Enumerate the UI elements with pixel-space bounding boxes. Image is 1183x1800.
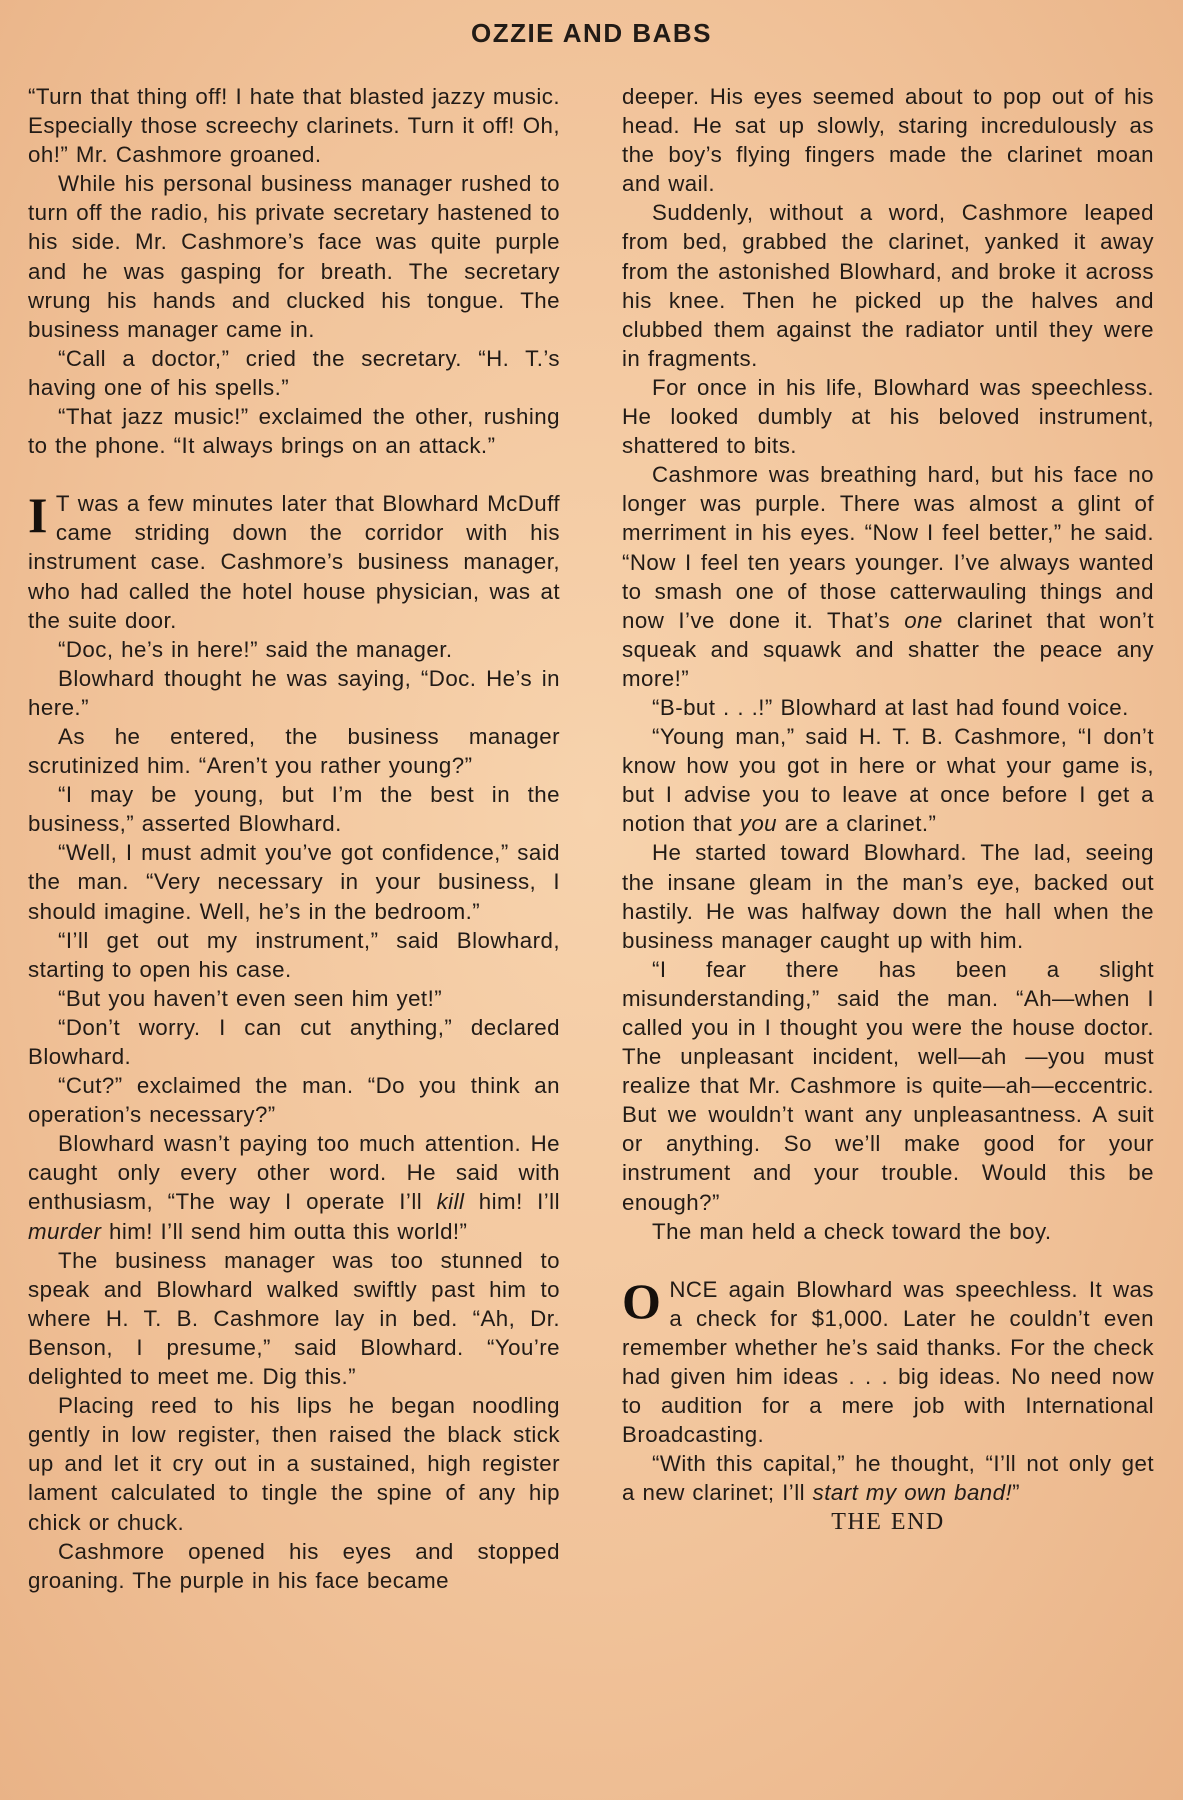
left-column xyxy=(28,82,560,1595)
paragraph: “Don’t worry. I can cut anything,” declared Blowhard. xyxy=(28,1014,560,1069)
paragraph: “Call a doctor,” cried the secretary. “H. T.’s having one of his spells.” xyxy=(28,345,560,400)
emphasis: kill xyxy=(436,1189,465,1215)
text-run: ” xyxy=(1012,1480,1021,1506)
paragraph-dropcap xyxy=(28,489,560,634)
paragraph: “Doc, he’s in here!” said the manager. xyxy=(58,636,453,662)
paragraph: He started toward Blowhard. The lad, seeing the insane gleam in the man’s eye, backed out hastily. He was halfway down the hall when the business manager caught up with him. xyxy=(622,840,1154,953)
paragraph xyxy=(622,722,1154,838)
paragraph: The man held a check toward the boy. xyxy=(652,1218,1052,1244)
text-run: him! I’ll xyxy=(464,1189,560,1215)
paragraph: “B-but . . .!” Blowhard at last had found voice. xyxy=(652,694,1129,720)
paragraph: “That jazz music!” exclaimed the other, rushing to the phone. “It always brings on an attack.” xyxy=(28,404,560,459)
text-run: “With this capital,” he thought, “I’ll not only get a new clarinet; I’ll xyxy=(622,1451,1154,1506)
paragraph: “Cut?” exclaimed the man. “Do you think an operation’s necessary?” xyxy=(28,1073,560,1128)
drop-cap-letter: I xyxy=(28,487,48,544)
paragraph: As he entered, the business manager scrutinized him. “Aren’t you rather young?” xyxy=(28,723,560,779)
text-run: Cashmore was breathing hard, but his face no longer was purple. There was almost a glint of merriment in his eyes. “Now I feel better,” he said. “Now I feel ten years younger. I’ve always wanted to smash one of those catterwauling things and now I’ve done it. That’s xyxy=(622,462,1154,633)
emphasis: you xyxy=(739,811,778,837)
paragraph: Placing reed to his lips he began noodling gently in low register, then raised the black stick up and let it cry out in a sustained, high register lament calculated to tingle the spine of any hip chick or chuck. xyxy=(28,1393,560,1535)
end-marker: THE END xyxy=(831,1508,945,1535)
drop-cap-letter: O xyxy=(622,1272,662,1329)
paragraph: deeper. His eyes seemed about to pop out of his head. He sat up slowly, staring incredulously as the boy’s flying fingers made the clarinet moan and wail. xyxy=(622,84,1154,197)
emphasis: start my own band! xyxy=(812,1480,1013,1506)
paragraph: Suddenly, without a word, Cashmore leaped from bed, grabbed the clarinet, yanked it away from the astonished Blowhard, and broke it across his knee. Then he picked up the halves and clubbed them against the radiator until they were in fragments. xyxy=(622,200,1154,371)
text-run: “Young man,” said H. T. B. Cashmore, “I don’t know how you got in here or what your game is, but I advise you to leave at once before I get a notion that xyxy=(622,724,1154,837)
text-run: Blowhard wasn’t paying too much attention. He caught only every other word. He said with enthusiasm, “The way I operate I’ll xyxy=(28,1131,560,1215)
paragraph: “But you haven’t even seen him yet!” xyxy=(58,985,443,1011)
paragraph-dropcap xyxy=(622,1272,1154,1450)
text-run: are a clarinet.” xyxy=(777,811,937,837)
paragraph xyxy=(28,1129,560,1245)
paragraph: “Well, I must admit you’ve got confidence,” said the man. “Very necessary in your business, I should imagine. Well, he’s in the bedroom.” xyxy=(28,840,560,924)
text-run: clarinet that won’t squeak and squawk and shatter the peace any more!” xyxy=(622,607,1154,691)
paragraph: “I fear there has been a slight misunderstanding,” said the man. “Ah—when I called you in I thought you were the house doctor. The unpleasant incident, well—ah —you must realize that Mr. Cashmore is quite—ah—eccentric. But we wouldn’t want any unpleasantness. A suit or anything. So we’ll make good for your instrument and your trouble. Would this be enough?” xyxy=(622,956,1154,1215)
paragraph: “Turn that thing off! I hate that blasted jazzy music. Especially those screechy clarinets. Turn it off! Oh, oh!” Mr. Cashmore groaned. xyxy=(28,84,560,168)
page-title: OZZIE AND BABS xyxy=(470,18,713,48)
paragraph xyxy=(622,460,1154,693)
paragraph: The business manager was too stunned to speak and Blowhard walked swiftly past him to where H. T. B. Cashmore lay in bed. “Ah, Dr. Benson, I presume,” said Blowhard. “You’re delighted to meet me. Dig this.” xyxy=(28,1247,560,1390)
paragraph-text: NCE again Blowhard was speechless. It was a check for $1,000. Later he couldn’t even remember whether he’s said thanks. For the check had given him ideas . . . big ideas. No need now to audition for a mere job with International Broadcasting. xyxy=(622,1276,1154,1448)
paragraph xyxy=(622,1449,1154,1507)
right-column xyxy=(622,82,1154,1537)
paragraph: Cashmore opened his eyes and stopped groaning. The purple in his face became xyxy=(28,1538,560,1593)
emphasis: murder xyxy=(28,1218,102,1244)
paragraph: “I may be young, but I’m the best in the business,” asserted Blowhard. xyxy=(28,782,560,837)
paragraph-text: T was a few minutes later that Blowhard McDuff came striding down the corridor with his instrument case. Cashmore’s business manager, who had called the hotel house physician, was at the suite door. xyxy=(28,491,560,633)
paragraph: For once in his life, Blowhard was speechless. He looked dumbly at his beloved instrument, shattered to bits. xyxy=(622,374,1154,459)
paragraph: Blowhard thought he was saying, “Doc. He’s in here.” xyxy=(28,665,560,720)
text-run: him! I’ll send him outta this world!” xyxy=(101,1218,468,1244)
paragraph: “I’ll get out my instrument,” said Blowhard, starting to open his case. xyxy=(28,927,560,982)
emphasis: one xyxy=(904,607,943,633)
paragraph: While his personal business manager rushed to turn off the radio, his private secretary hastened to his side. Mr. Cashmore’s face was quite purple and he was gasping for breath. The secretary wrung his hands and clucked his tongue. The business manager came in. xyxy=(28,171,560,342)
